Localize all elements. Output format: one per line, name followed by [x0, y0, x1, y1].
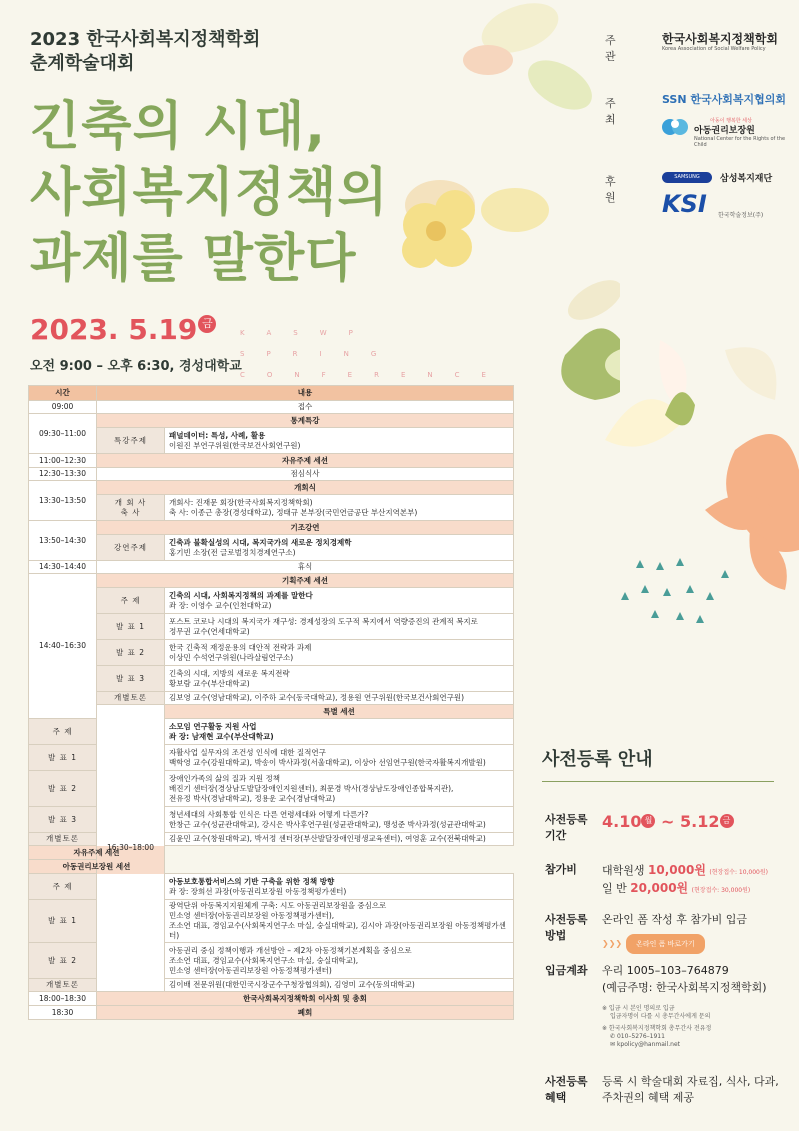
period-value — [602, 814, 734, 832]
presentation-title: 한국 긴축적 재정운용의 대안적 전략과 과제 — [169, 642, 312, 652]
fee-label: 참가비 — [545, 863, 577, 876]
fee-grad-amount: 10,000원 — [648, 863, 706, 877]
row-time: 09:00 — [29, 401, 97, 414]
header-time: 시간 — [29, 386, 97, 401]
role-label: 발 표 3 — [29, 807, 97, 833]
session-detail — [165, 495, 514, 521]
note-2: ※ 한국사회복지정책학회 총무간사 전유정 — [602, 1025, 712, 1032]
header — [30, 28, 550, 292]
account-label: 입금계좌 — [545, 964, 588, 977]
child-rights-logo-icon — [660, 116, 690, 138]
table-row — [29, 705, 514, 719]
row-text: 접수 — [97, 401, 514, 414]
presenter: 민소영 센터장(아동권리보장원 아동정책평가센터) — [169, 965, 332, 975]
section-title: 한국사회복지정책학회 이사회 및 총회 — [97, 992, 514, 1006]
presenter: 전유정 박사(경남대학교), 정용운 교수(경남대학교) — [169, 793, 336, 803]
presentation-title: 자활사업 실무자의 조건성 인식에 대한 질적연구 — [169, 747, 326, 757]
row-time: 14:30–14:40 — [29, 561, 97, 574]
session-person: 이원진 부연구위원(한국보건사회연구원) — [169, 440, 301, 450]
presentation-title: 아동권리 중심 정책이행과 개선방안 – 제2차 아동정책기본계획을 중심으로 — [169, 945, 412, 955]
session-detail — [165, 719, 514, 745]
role-label: 발 표 1 — [29, 745, 97, 771]
session-title: 긴축의 시대, 사회복지정책의 과제를 말한다 — [169, 590, 313, 600]
sponsor-label: 후 원 — [605, 175, 636, 204]
mail-icon: ✉ — [610, 1041, 616, 1048]
session-detail — [165, 614, 514, 640]
row-time: 12:30–13:30 — [29, 468, 97, 481]
role-label: 특강주제 — [97, 428, 165, 454]
session-title: 아동보호통합서비스의 기반 구축을 위한 정책 방향 — [169, 876, 335, 886]
fee-general-amount: 20,000원 — [630, 881, 689, 895]
session-title: 소모임 연구활동 지원 사업 — [169, 721, 257, 731]
registration-title: 사전등록 안내 — [542, 745, 774, 782]
session-detail — [165, 943, 514, 979]
table-row — [29, 1006, 514, 1020]
session-detail — [165, 588, 514, 614]
session-chair: 좌 장: 이영수 교수(인천대학교) — [169, 600, 272, 610]
main-title — [30, 94, 550, 292]
table-row — [29, 401, 514, 414]
role-label: 주 제 — [97, 588, 165, 614]
row-time: 11:00–12:30 — [29, 454, 97, 468]
child-rights-en: National Center for the Rights of the Child — [694, 136, 786, 148]
table-row — [29, 846, 514, 860]
table-row — [29, 495, 514, 521]
samsung-foundation-name: 삼성복지재단 — [720, 174, 773, 184]
row-text: 점심식사 — [97, 468, 514, 481]
ksi-logo: KSI — [662, 190, 707, 218]
period-label: 사전등록 기간 — [545, 813, 588, 842]
registration-notes — [602, 1005, 711, 1049]
presentation-title: 장애인가족의 삶의 질과 지원 정책 — [169, 773, 280, 783]
table-row — [29, 992, 514, 1006]
presentation-title: 청년세대의 사회통합 인식은 다른 연령세대와 어떻게 다른가? — [169, 809, 369, 819]
session-person: 홍기빈 소장(전 글로벌정치경제연구소) — [169, 547, 296, 557]
phone-icon: ✆ — [610, 1033, 616, 1040]
row-time: 09:30–11:00 — [29, 414, 97, 454]
session-detail — [165, 428, 514, 454]
benefit-label: 사전등록 혜택 — [545, 1075, 588, 1104]
registration-panel — [542, 745, 774, 782]
row-time: 13:50–14:30 — [29, 521, 97, 561]
section-title: 특별 세션 — [165, 705, 514, 719]
period-start: 4.10 — [602, 812, 642, 831]
event-date-text: 2023. 5.19 — [30, 313, 198, 346]
opening-speech: 개회사: 진재문 회장(한국사회복지정책학회) — [169, 497, 313, 507]
table-row — [29, 574, 514, 588]
session-detail — [165, 640, 514, 666]
section-title: 개회식 — [97, 481, 514, 495]
role-label: 개별토론 — [29, 833, 97, 846]
session-detail — [165, 535, 514, 561]
table-row — [29, 666, 514, 692]
phone-number: 010–5276–1911 — [616, 1033, 665, 1040]
presenter: 백학영 교수(강원대학교), 박송이 박사과정(서울대학교), 이상아 선임연구원(한국자활복지개발원) — [169, 757, 486, 767]
section-title: 통계특강 — [97, 414, 514, 428]
period-start-day: 월 — [641, 814, 655, 828]
section-title: 자유주제 세션 — [97, 454, 514, 468]
kaswp-line2: SPRING — [240, 350, 399, 358]
child-rights-name: 아동권리보장원 — [694, 126, 755, 136]
discussants: 김보영 교수(영남대학교), 이주하 교수(동국대학교), 정용원 연구위원(한국보건사회연구원) — [165, 692, 514, 705]
period-end: 5.12 — [680, 812, 720, 831]
section-title: 아동권리보장원 세션 — [29, 860, 165, 874]
presenter: 이상민 수석연구위원(나라살림연구소) — [169, 652, 294, 662]
table-row — [29, 535, 514, 561]
table-row — [29, 468, 514, 481]
table-row — [29, 588, 514, 614]
ksi-name: 한국학술정보(주) — [718, 212, 764, 219]
cohost-label: 주 최 — [605, 97, 636, 126]
table-row — [29, 692, 514, 705]
note-1: ※ 입금 시 본인 명의로 입금 — [602, 1005, 675, 1012]
role-label: 개 회 사 축 사 — [97, 495, 165, 521]
host-name-en: Korea Association of Social Welfare Policy — [662, 46, 766, 52]
method-link — [602, 934, 705, 954]
note-phone — [602, 1033, 711, 1041]
presenter: 황보람 교수(부산대학교) — [169, 678, 250, 688]
table-row — [29, 481, 514, 495]
row-time: 14:40–16:30 — [29, 574, 97, 719]
conference-subtitle-line1: 2023 한국사회복지정책학회 — [30, 29, 261, 50]
header-content: 내용 — [97, 386, 514, 401]
table-row — [29, 640, 514, 666]
role-label: 발 표 2 — [29, 771, 97, 807]
presentation-title: 광역단위 아동복지지원체계 구축: 시도 아동권리보장원을 중심으로 — [169, 901, 387, 910]
role-label: 발 표 2 — [97, 640, 165, 666]
account-holder: (예금주명: 한국사회복지정책학회) — [602, 981, 767, 994]
host-label: 주 관 — [605, 34, 636, 63]
congratulatory-speech: 축 사: 이종근 총장(경성대학교), 정태규 본부장(국민연금공단 부산지역본부) — [169, 507, 418, 517]
method-label: 사전등록 방법 — [545, 913, 588, 942]
session-chair: 좌 장: 남재현 교수(부산대학교) — [169, 731, 274, 741]
main-title-line1: 긴축의 시대, — [30, 97, 327, 157]
row-time: 18:00–18:30 — [29, 992, 97, 1006]
presentation-title: 긴축의 시대, 지방의 새로운 복지전략 — [169, 668, 290, 678]
online-form-button[interactable]: 온라인 폼 바로가기 — [626, 934, 705, 954]
fee-general-label: 일 반 — [602, 882, 631, 895]
fee-grad-label: 대학원생 — [602, 864, 649, 877]
account-number: 우리 1005–103–764879 — [602, 964, 729, 977]
note-email — [602, 1041, 711, 1049]
email-address[interactable]: kpolicy@hanmail.net — [616, 1041, 680, 1048]
row-time: 18:30 — [29, 1006, 97, 1020]
fee-general — [602, 880, 750, 899]
table-row — [29, 454, 514, 468]
session-detail — [165, 666, 514, 692]
session-detail — [165, 900, 514, 943]
child-rights-slogan: 아동이 행복한 세상 — [710, 118, 752, 124]
kaswp-line3: CONFERENCE — [240, 371, 508, 379]
period-separator: ~ — [655, 812, 681, 831]
table-row — [29, 428, 514, 454]
session-detail — [165, 807, 514, 833]
section-title: 기조강연 — [97, 521, 514, 535]
event-date — [30, 313, 216, 346]
samsung-logo: SAMSUNG — [662, 172, 712, 183]
presenter: 정무권 교수(연세대학교) — [169, 626, 250, 636]
event-day-badge: 금 — [198, 315, 216, 333]
session-chair: 좌 장: 장희선 과장(아동권리보장원 아동정책평가센터) — [169, 886, 347, 896]
main-title-line3: 과제를 말한다 — [30, 229, 357, 289]
presenter: 민소영 센터장(아동권리보장원 아동정책평가센터), — [169, 911, 335, 920]
session-title: 긴축과 불확실성의 시대, 복지국가의 새로운 정치경제학 — [169, 537, 352, 547]
table-row — [29, 414, 514, 428]
main-title-line2: 사회복지정책의 — [30, 163, 389, 223]
section-title: 자유주제 세션 — [29, 846, 165, 860]
row-time: 13:30–13:50 — [29, 481, 97, 521]
ssn-logo: SSN 한국사회복지협의회 — [662, 93, 787, 106]
session-title: 패널데이터: 특성, 사례, 활용 — [169, 430, 266, 440]
kaswp-watermark — [240, 323, 508, 386]
session-detail — [165, 874, 514, 900]
role-label: 발 표 1 — [97, 614, 165, 640]
time-and-place: 오전 9:00 – 오후 6:30, 경성대학교 — [30, 359, 242, 374]
session-detail — [165, 771, 514, 807]
fee-grad-onsite: (현장접수: 10,000원) — [709, 869, 769, 876]
role-label: 발 표 2 — [29, 943, 97, 979]
row-text: 휴식 — [97, 561, 514, 574]
role-label: 주 제 — [29, 874, 97, 900]
role-label: 발 표 3 — [97, 666, 165, 692]
fee-general-onsite: (현장접수: 30,000원) — [691, 887, 751, 894]
table-row — [29, 561, 514, 574]
section-title: 기획주제 세션 — [97, 574, 514, 588]
fee-grad — [602, 862, 768, 881]
period-end-day: 금 — [720, 814, 734, 828]
role-label: 개별토론 — [97, 692, 165, 705]
arrow-icon: ❯❯❯ — [602, 939, 623, 948]
benefit-line2: 주차권의 혜택 제공 — [602, 1091, 695, 1104]
note-1b: 입금자명이 다를 시 총무간사에게 문의 — [610, 1013, 711, 1020]
session-detail — [165, 745, 514, 771]
kaswp-line1: KASWP — [240, 329, 375, 337]
role-label: 강연주제 — [97, 535, 165, 561]
benefit-line1: 등록 시 학술대회 자료집, 식사, 다과, — [602, 1075, 779, 1088]
presenter: 한창근 교수(성균관대학교), 강시은 박사후연구원(성균관대학교), 맹성준 박사과정(성균관대학교) — [169, 819, 486, 829]
table-header-row — [29, 386, 514, 401]
row-time: 16:30–18:00 — [97, 705, 165, 992]
section-title: 폐회 — [97, 1006, 514, 1020]
leaf-decoration-right — [585, 330, 799, 690]
conference-subtitle-line2: 춘계학술대회 — [30, 53, 135, 74]
host-name: 한국사회복지정책학회 — [662, 32, 778, 46]
presentation-title: 포스트 코로나 시대의 복지국가 재구성: 경제성장의 도구적 복지에서 역량증진의 관계적 복지로 — [169, 616, 478, 626]
discussants: 김윤민 교수(창원대학교), 박서정 센터장(부산발달장애인평생교육센터), 여영훈 교수(전북대학교) — [165, 833, 514, 846]
table-row — [29, 521, 514, 535]
table-row — [29, 614, 514, 640]
method-value: 온라인 폼 작성 후 참가비 입금 — [602, 913, 747, 926]
schedule-table — [28, 385, 514, 1020]
role-label: 발 표 1 — [29, 900, 97, 943]
presenter: 조소연 대표, 경임교수(사회복지연구소 마실, 숭실대학교), 김시아 과장(아동권리보장원 아동정책평가센터) — [169, 921, 506, 940]
role-label: 개별토론 — [29, 979, 97, 992]
table-row — [29, 860, 514, 874]
presenter: 조소연 대표, 경임교수(사회복지연구소 마실, 숭실대학교), — [169, 955, 359, 965]
role-label: 주 제 — [29, 719, 97, 745]
discussants: 김이배 전문위원(대한민국시장군수구청장협의회), 김영미 교수(동의대학교) — [165, 979, 514, 992]
presenter: 배진기 센터장(경상남도발달장애인지원센터), 최문경 박사(경상남도장애인종합복지관), — [169, 783, 454, 793]
